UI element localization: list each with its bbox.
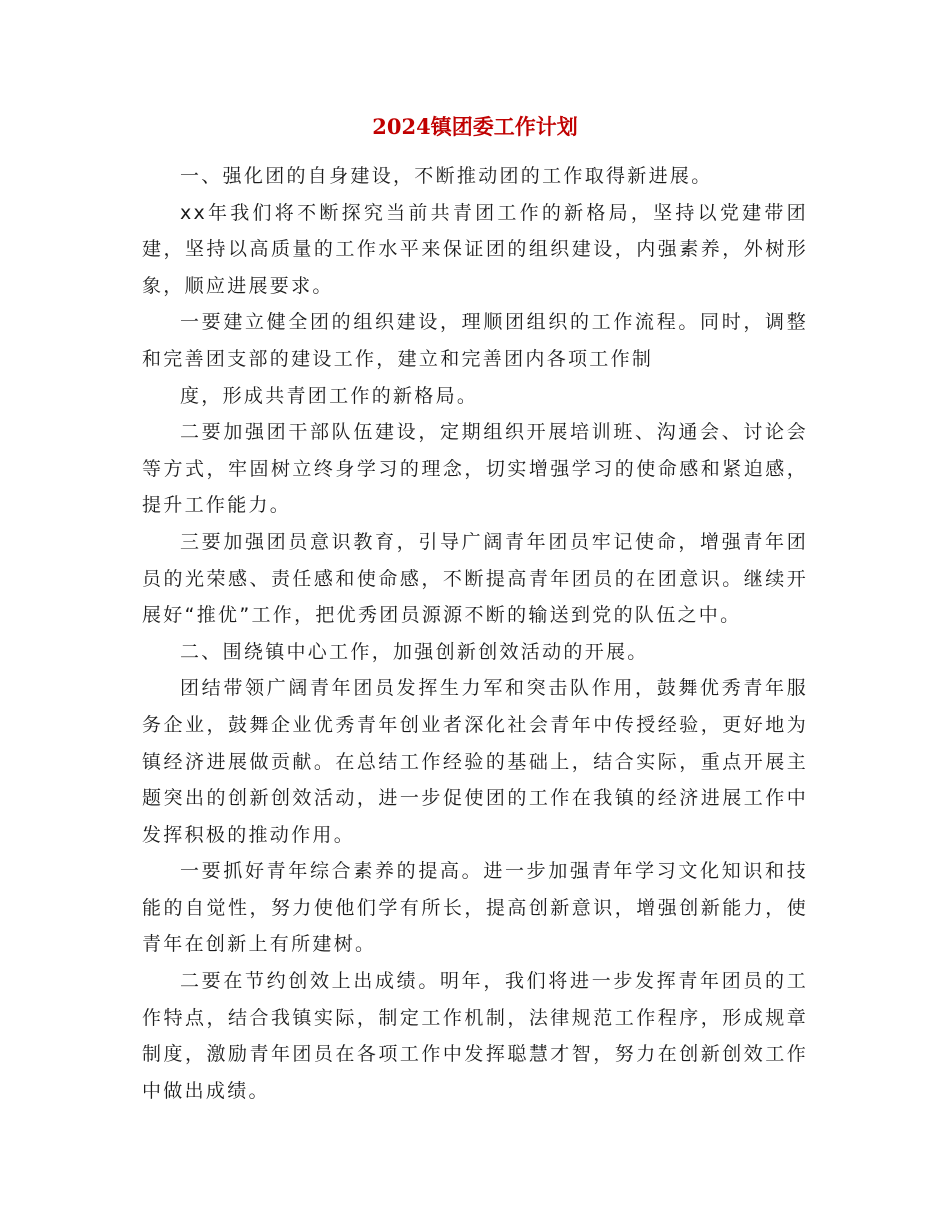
section-heading-2: 二、围绕镇中心工作，加强创新创效活动的开展。 [180, 640, 649, 663]
paragraph: 一要建立健全团的组织建设，理顺团组织的工作流程。同时，调整和完善团支部的建设工作，建立和完善团内各项工作制 [142, 311, 808, 370]
paragraph: 二要在节约创效上出成绩。明年，我们将进一步发挥青年团员的工作特点，结合我镇实际，制定工作机制，法律规范工作程序，形成规章制度，激励青年团员在各项工作中发挥聪慧才智，努力在创新创效工作中做出成绩。 [142, 970, 808, 1102]
section-heading-1: 一、强化团的自身建设，不断推动团的工作取得新进展。 [180, 165, 713, 187]
paragraph: 度，形成共青团工作的新格局。 [180, 384, 479, 407]
paragraph: xx年我们将不断探究当前共青团工作的新格局，坚持以党建带团建，坚持以高质量的工作水平来保证团的组织建设，内强素养，外树形象，顺应进展要求。 [142, 201, 808, 297]
paragraph: 一要抓好青年综合素养的提高。进一步加强青年学习文化知识和技能的自觉性，努力使他们学有所长，提高创新意识，增强创新能力，使青年在创新上有所建树。 [142, 860, 808, 956]
document-body [142, 158, 808, 1109]
document-title: 2024镇团委工作计划 [372, 114, 578, 139]
paragraph: 三要加强团员意识教育，引导广阔青年团员牢记使命，增强青年团员的光荣感、责任感和使命感，不断提高青年团员的在团意识。继续开展好“推优”工作，把优秀团员源源不断的输送到党的队伍之中。 [142, 530, 808, 627]
paragraph: 团结带领广阔青年团员发挥生力军和突击队作用，鼓舞优秀青年服务企业，鼓舞企业优秀青年创业者深化社会青年中传授经验，更好地为镇经济进展做贡献。在总结工作经验的基础上，结合实际，重点开展主题突出的创新创效活动，进一步促使团的工作在我镇的经济进展工作中发挥积极的推动作用。 [142, 677, 808, 846]
paragraph: 二要加强团干部队伍建设，定期组织开展培训班、沟通会、讨论会等方式，牢固树立终身学习的理念，切实增强学习的使命感和紧迫感，提升工作能力。 [142, 421, 808, 517]
